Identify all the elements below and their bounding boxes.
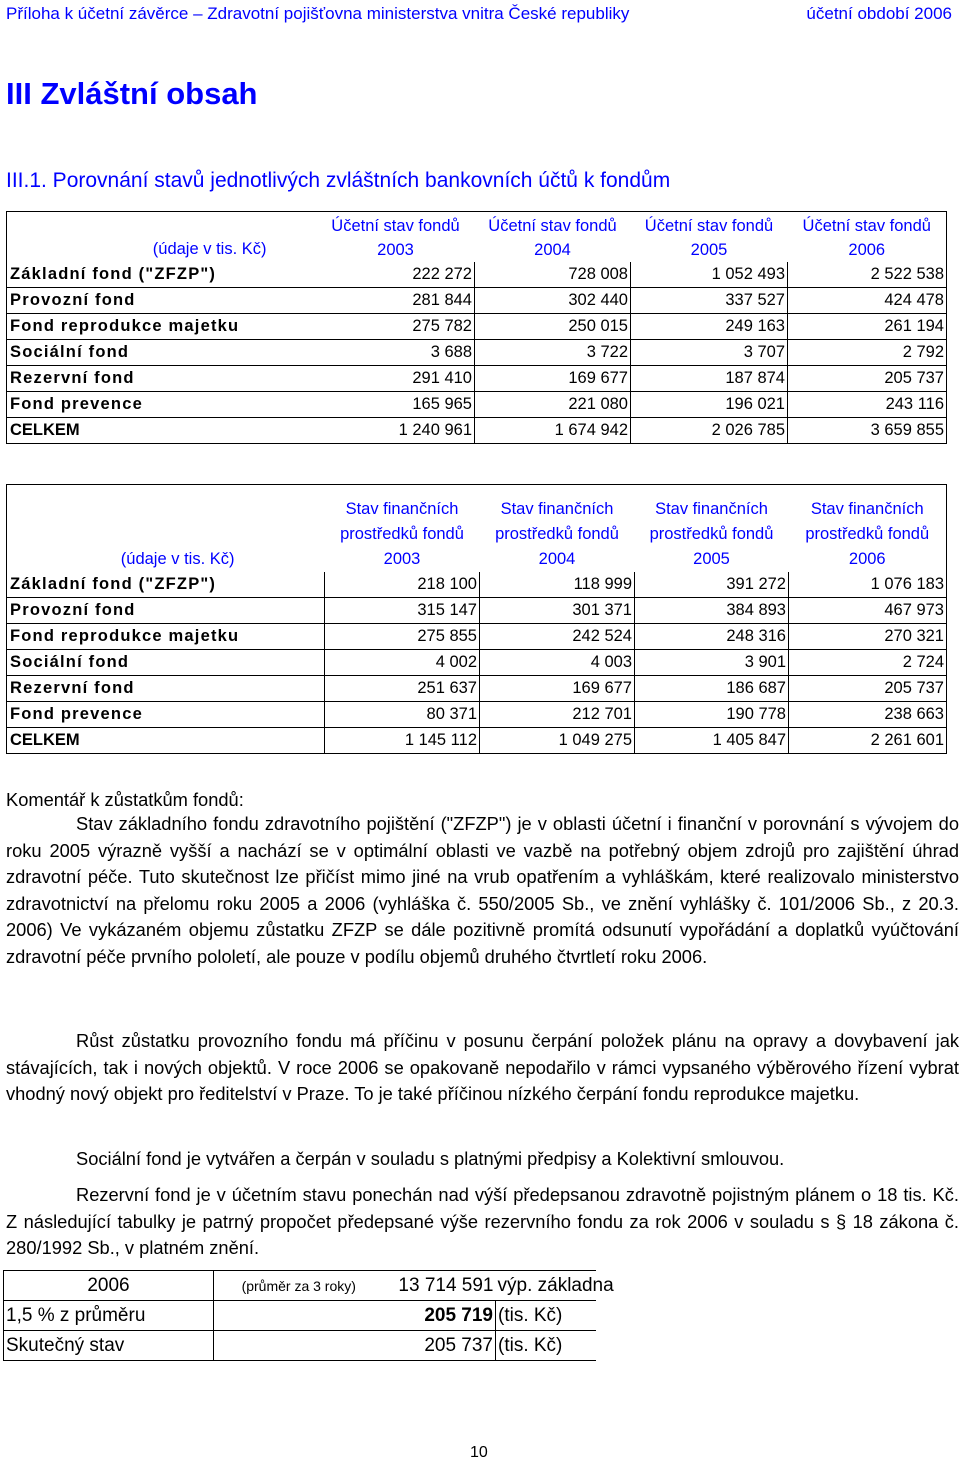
- row-label: CELKEM: [7, 728, 325, 754]
- cell-value: 222 272: [317, 262, 475, 288]
- cell-value: 281 844: [317, 288, 475, 314]
- table-row: [7, 572, 947, 598]
- cell-value: 187 874: [631, 366, 788, 392]
- cell-value: 3 688: [317, 340, 475, 366]
- paragraph-text: Růst zůstatku provozního fondu má příčinu v posunu čerpání položek plánu na opravy a dovybavení jak stávajících, tak i nových objektů. V roce 2006 se opakovaně nepodařilo v rámci vypsaného výběrového řízení vybrat vhodný nový objekt pro ředitelství v Praze. To je také příčinou nízkého čerpání fondu reprodukce majetku.: [6, 1030, 959, 1104]
- comment-paragraph: [6, 1146, 959, 1173]
- cell-value: 3 722: [475, 340, 631, 366]
- table-row: [7, 288, 947, 314]
- row-label: Provozní fond: [7, 598, 325, 624]
- cell-value: 221 080: [475, 392, 631, 418]
- unit-label: (údaje v tis. Kč): [7, 212, 317, 263]
- column-header: Účetní stav fondů 2005: [631, 212, 788, 263]
- cell-value: 165 965: [317, 392, 475, 418]
- cell-value: 275 855: [325, 624, 480, 650]
- table-row: [4, 1271, 596, 1301]
- cell-value: 384 893: [635, 598, 789, 624]
- table-row: [4, 1301, 596, 1331]
- cell-value: 467 973: [789, 598, 947, 624]
- cell-value: 1 674 942: [475, 418, 631, 444]
- column-header: Stav finančních prostředků fondů 2004: [495, 500, 619, 568]
- page-number: 10: [470, 1444, 488, 1461]
- cell-value: 169 677: [475, 366, 631, 392]
- cell-value: 205 719: [384, 1301, 496, 1331]
- cell-value: 275 782: [317, 314, 475, 340]
- table-row: [7, 392, 947, 418]
- row-label: CELKEM: [7, 418, 317, 444]
- cell-value: 196 021: [631, 392, 788, 418]
- cell-value: 118 999: [480, 572, 635, 598]
- cell-value: (tis. Kč): [496, 1331, 596, 1361]
- row-label: Rezervní fond: [7, 676, 325, 702]
- cell-value: 190 778: [635, 702, 789, 728]
- cell-value: 302 440: [475, 288, 631, 314]
- comment-paragraph: [6, 1182, 959, 1262]
- cell-value: 205 737: [788, 366, 947, 392]
- row-label: Provozní fond: [7, 288, 317, 314]
- comment-paragraph: [6, 1028, 959, 1108]
- cell-value: 391 272: [635, 572, 789, 598]
- paragraph-text: Stav základního fondu zdravotního pojištění ("ZFZP") je v oblasti účetní i finanční v porovnání s vývojem do roku 2005 výrazně vyšší a nachází se v optimální oblasti ve vazbě na potřebný objem zdrojů pro zajištění úhrad zdravotní péče. Tuto skutečnost lze přičíst mimo jiné na vrub opatřením a vyhláškám, které realizovalo ministerstvo zdravotnictví na přelomu roku 2005 a 2006 (vyhláška č. 550/2005 Sb., ve znění vyhlášky č. 101/2006 Sb., z 20.3. 2006) Ve vykázaném objemu zůstatku ZFZP se dále pozitivně promítá odsunutí vypořádání a doplatků vyúčtování zdravotní péče prvního pololetí, ale pouze v podílu objemů druhého čtvrtletí roku 2006.: [6, 813, 959, 967]
- row-label: Sociální fond: [7, 340, 317, 366]
- cell-value: [214, 1301, 384, 1331]
- cell-value: 1 049 275: [480, 728, 635, 754]
- comment-paragraph: [6, 811, 959, 970]
- cell-value: 13 714 591: [384, 1271, 496, 1301]
- row-label: Základní fond ("ZFZP"): [7, 262, 317, 288]
- table-row: [4, 1331, 596, 1361]
- table-header-row: [7, 485, 947, 573]
- section-title: III Zvláštní obsah: [6, 76, 258, 111]
- cell-value: 4 002: [325, 650, 480, 676]
- cell-value: 1 052 493: [631, 262, 788, 288]
- cell-value: 243 116: [788, 392, 947, 418]
- cell-value: 3 659 855: [788, 418, 947, 444]
- cell-value: 205 737: [789, 676, 947, 702]
- table-row: [7, 314, 947, 340]
- column-header: Stav finančních prostředků fondů 2005: [649, 500, 774, 568]
- cell-value: 2 261 601: [789, 728, 947, 754]
- column-header: Účetní stav fondů 2006: [788, 212, 947, 263]
- table-row: [7, 624, 947, 650]
- cell-value: 80 371: [325, 702, 480, 728]
- cell-value: 1 405 847: [635, 728, 789, 754]
- row-label: Sociální fond: [7, 650, 325, 676]
- cell-value: 242 524: [480, 624, 635, 650]
- cell-value: (tis. Kč): [496, 1301, 596, 1331]
- row-label: Rezervní fond: [7, 366, 317, 392]
- cell-value: 728 008: [475, 262, 631, 288]
- row-label: Fond prevence: [7, 392, 317, 418]
- table-row-total: [7, 728, 947, 754]
- cell-value: 3 707: [631, 340, 788, 366]
- cell-value: 2 792: [788, 340, 947, 366]
- cell-value: 2 522 538: [788, 262, 947, 288]
- table-row: [7, 262, 947, 288]
- column-header: Stav finančních prostředků fondů 2003: [340, 500, 464, 568]
- table-row-total: [7, 418, 947, 444]
- cell-value: Skutečný stav: [4, 1331, 214, 1361]
- cell-value: (průměr za 3 roky): [214, 1271, 384, 1301]
- cell-value: 1,5 % z průměru: [4, 1301, 214, 1331]
- cell-value: 337 527: [631, 288, 788, 314]
- reserve-fund-table: [3, 1270, 614, 1361]
- cell-value: 1 076 183: [789, 572, 947, 598]
- row-label: Fond reprodukce majetku: [7, 314, 317, 340]
- table-row: [7, 366, 947, 392]
- row-label: Základní fond ("ZFZP"): [7, 572, 325, 598]
- cell-value: výp. základna: [496, 1271, 596, 1301]
- table-row: [7, 676, 947, 702]
- cell-value: 249 163: [631, 314, 788, 340]
- row-label: Fond prevence: [7, 702, 325, 728]
- table-row: [7, 598, 947, 624]
- cell-value: 315 147: [325, 598, 480, 624]
- cell-value: 1 145 112: [325, 728, 480, 754]
- cell-value: 251 637: [325, 676, 480, 702]
- header-accounting-period: účetní období 2006: [806, 4, 952, 23]
- table-header-row: [7, 212, 947, 263]
- cell-value: 169 677: [480, 676, 635, 702]
- column-header: Účetní stav fondů 2004: [475, 212, 631, 263]
- paragraph-text: Sociální fond je vytvářen a čerpán v souladu s platnými předpisy a Kolektivní smlouvou.: [76, 1148, 785, 1169]
- financial-balance-table: [6, 484, 947, 754]
- table-row: [7, 702, 947, 728]
- cell-value: 270 321: [789, 624, 947, 650]
- cell-value: 2 724: [789, 650, 947, 676]
- subsection-title: III.1. Porovnání stavů jednotlivých zvláštních bankovních účtů k fondům: [6, 169, 671, 192]
- cell-value: 424 478: [788, 288, 947, 314]
- cell-value: 2 026 785: [631, 418, 788, 444]
- cell-value: 2006: [4, 1271, 214, 1301]
- cell-value: 238 663: [789, 702, 947, 728]
- cell-value: 3 901: [635, 650, 789, 676]
- row-label: Fond reprodukce majetku: [7, 624, 325, 650]
- cell-value: 1 240 961: [317, 418, 475, 444]
- cell-value: 250 015: [475, 314, 631, 340]
- column-header: Stav finančních prostředků fondů 2006: [805, 500, 930, 568]
- cell-value: 248 316: [635, 624, 789, 650]
- cell-value: 205 737: [384, 1331, 496, 1361]
- unit-label: (údaje v tis. Kč): [120, 550, 235, 568]
- accounting-balance-table: [6, 211, 947, 444]
- paragraph-text: Rezervní fond je v účetním stavu ponechán nad výší předepsanou zdravotně pojistným plánem o 18 tis. Kč. Z následující tabulky je patrný propočet předepsané výše rezervního fondu za rok 2006 v souladu s § 18 zákona č. 280/1992 Sb., v platném znění.: [6, 1184, 959, 1258]
- table-row: [7, 340, 947, 366]
- table-row: [7, 650, 947, 676]
- cell-value: 4 003: [480, 650, 635, 676]
- cell-value: 301 371: [480, 598, 635, 624]
- cell-value: 218 100: [325, 572, 480, 598]
- cell-value: 291 410: [317, 366, 475, 392]
- cell-value: 212 701: [480, 702, 635, 728]
- header-document-title: Příloha k účetní závěrce – Zdravotní pojišťovna ministerstva vnitra České republiky: [6, 4, 630, 23]
- cell-value: 261 194: [788, 314, 947, 340]
- cell-value: 186 687: [635, 676, 789, 702]
- comment-title: Komentář k zůstatkům fondů:: [6, 789, 244, 810]
- column-header: Účetní stav fondů 2003: [317, 212, 475, 263]
- cell-value: [214, 1331, 384, 1361]
